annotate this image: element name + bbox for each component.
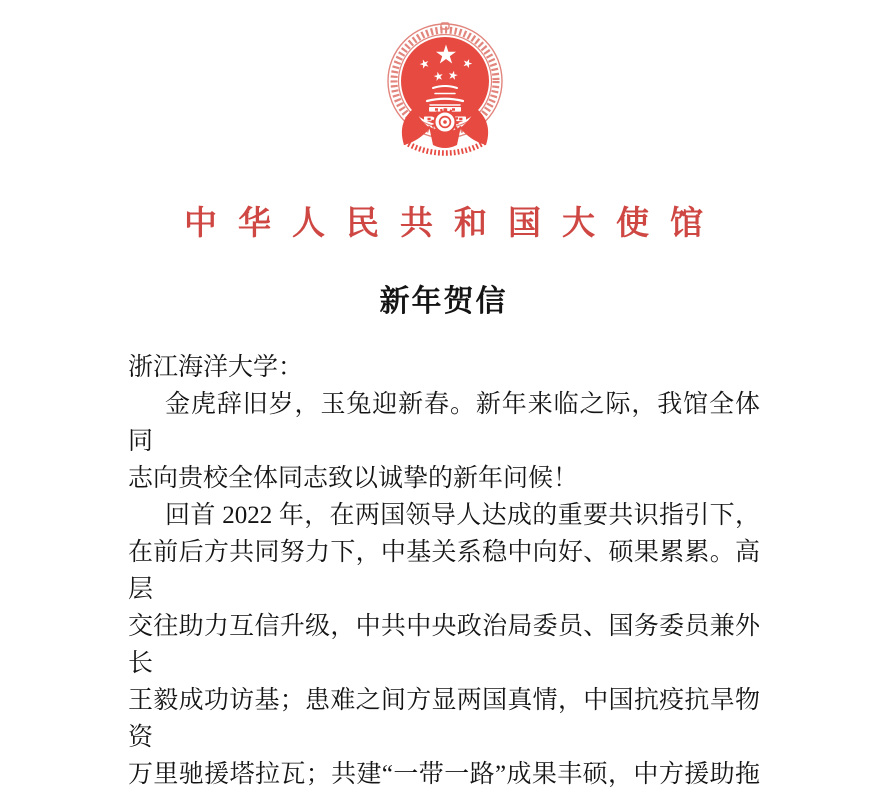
body-line: 在前后方共同努力下，中基关系稳中向好、硕果累累。高层 bbox=[128, 539, 760, 603]
body-line: 交往助力互信升级，中共中央政治局委员、国务委员兼外长 bbox=[128, 613, 760, 677]
salutation: 浙江海洋大学： bbox=[128, 354, 304, 381]
embassy-name: 中华人民共和国大使馆 bbox=[184, 206, 724, 242]
letter-body bbox=[128, 349, 760, 793]
body-line: 志向贵校全体同志致以诚挚的新年问候！ bbox=[128, 465, 579, 492]
body-line: 金虎辞旧岁，玉兔迎新春。新年来临之际，我馆全体同 bbox=[128, 391, 760, 455]
body-line: 回首 2022 年，在两国领导人达成的重要共识指引下， bbox=[165, 502, 760, 529]
national-emblem-icon bbox=[383, 23, 507, 155]
letter-title: 新年贺信 bbox=[379, 284, 508, 319]
body-line: 王毅成功访基；患难之间方显两国真情，中国抗疫抗旱物资 bbox=[128, 687, 760, 751]
body-line: 万里驰援塔拉瓦；共建“一带一路”成果丰硕，中方援助拖 bbox=[128, 761, 760, 788]
